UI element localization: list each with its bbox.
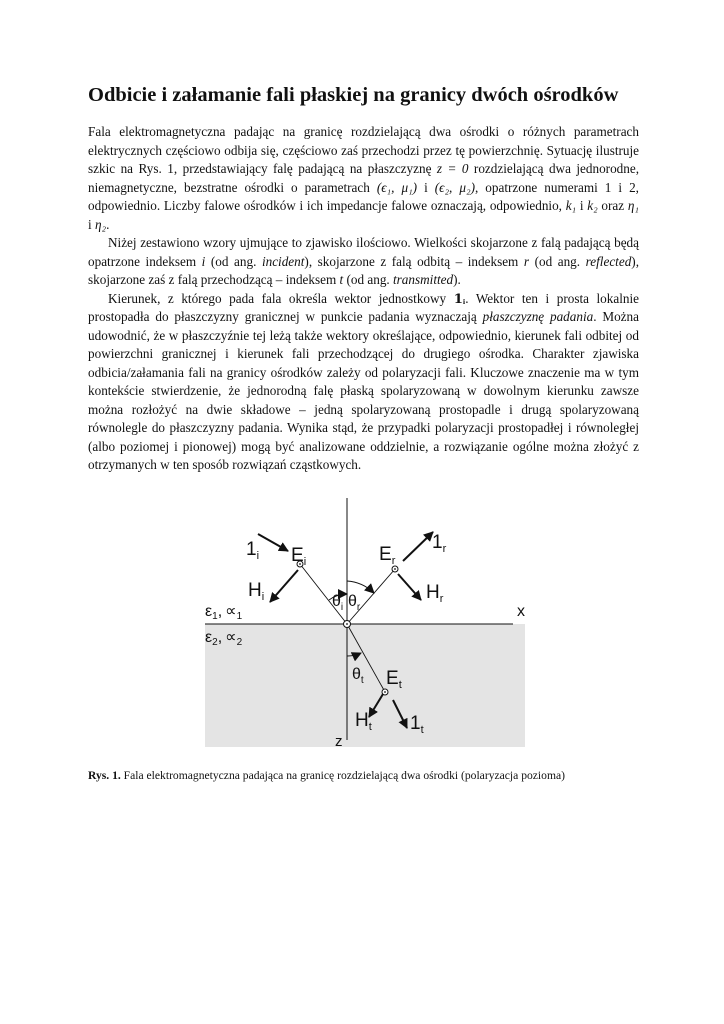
- label-x-axis: x: [517, 603, 525, 620]
- reflected-direction-arrow: [403, 532, 433, 561]
- figure-reflection-diagram: [195, 492, 535, 754]
- label-theta-i: $\theta_i$: [332, 593, 344, 613]
- page-title: Odbicie i załamanie fali płaskiej na granicy dwóch ośrodków: [88, 84, 619, 106]
- caption-text: Fala elektromagnetyczna padająca na granicę rozdzielającą dwa ośrodki (polaryzacja pozioma): [120, 769, 565, 782]
- label-1r: $1_r$: [432, 532, 447, 555]
- diagram-svg: [195, 492, 535, 754]
- figure-caption: [88, 769, 648, 782]
- label-Hr: $H_r$: [426, 582, 444, 605]
- label-Ei: $E_i$: [291, 545, 307, 568]
- paragraph-2: Niżej zestawiono wzory ujmujące to zjawisko ilościowo. Wielkości skojarzone z falą padającą będą opatrzone indeksem i (od ang. incident), skojarzone z falą odbitą – indeksem r (od ang. reflected), skojarzone zaś z falą przechodzącą – indeksem t (od ang. transmitted).: [88, 235, 639, 287]
- theta-r-arc: [347, 581, 374, 593]
- caption-label: Rys. 1.: [88, 769, 121, 782]
- incident-h-arrow: [270, 570, 298, 602]
- label-medium-1: ε1, ∝1: [205, 603, 243, 622]
- reflected-h-arrow: [398, 574, 421, 600]
- label-Er: $E_r$: [379, 544, 396, 567]
- paragraph-1: Fala elektromagnetyczna padając na granicę rozdzielającą dwa ośrodki o różnych parametrach elektrycznych częściowo odbija się, częściowo zaś przechodzi przez tę powierzchnię. Sytuację ilustruje szkic na Rys. 1, przedstawiający falę padającą na płaszczyznę z = 0 rozdzielającą dwa jednorodne, niemagnetyczne, bezstratne ośrodki o parametrach (ϵ₁, μ₁) i (ϵ₂, μ₂), opatrzone numerami 1 i 2, odpowiednio. Liczby falowe ośrodków i ich impedancje falowe oznaczają, odpowiednio, k₁ i k₂ oraz η₁ i η₂.: [88, 124, 640, 232]
- label-1i: $1_i$: [246, 539, 260, 562]
- body-text: [88, 123, 639, 475]
- incident-direction-arrow: [258, 534, 288, 551]
- label-theta-r: $\theta_r$: [348, 593, 361, 613]
- label-theta-t: $\theta_t$: [352, 666, 364, 686]
- label-Hi: $H_i$: [248, 580, 265, 603]
- paragraph-3: Kierunek, z którego pada fala określa wektor jednostkowy 𝟏ᵢ. Wektor ten i prosta lokalnie prostopadła do płaszczyzny granicznej w punkcie padania wyznaczają płaszczyznę padania. Można udowodnić, że w płaszczyźnie tej leżą także wektory określające, odpowiednio, kierunek fali odbitej od powierzchni granicznej i kierunek fali przechodzącej do drugiego ośrodka. Charakter zjawiska odbicia/załamania fali na granicy ośrodków zależy od polaryzacji fali. Kluczowe znaczenie ma w tym kontekście stwierdzenie, że jednorodną falę płaską spolaryzowaną w dowolnym kierunku zawsze można rozłożyć na dwie składowe – jedną spolaryzowaną prostopadle i drugą spolaryzowaną równolegle do płaszczyzny padania. Wynika stąd, że przypadki polaryzacji prostopadłej i równoległej (albo poziomej i pionowej) mogą być analizowane oddzielnie, a rozwiązanie ogólne można złożyć z otrzymanych w ten sposób rozwiązań cząstkowych.: [88, 290, 639, 472]
- label-medium-2: ε2, ∝2: [205, 629, 243, 648]
- label-1t: $1_t$: [410, 713, 424, 736]
- label-Ht: $H_t$: [355, 710, 372, 733]
- label-z-axis: z: [335, 733, 343, 750]
- label-Et: $E_t$: [386, 668, 402, 691]
